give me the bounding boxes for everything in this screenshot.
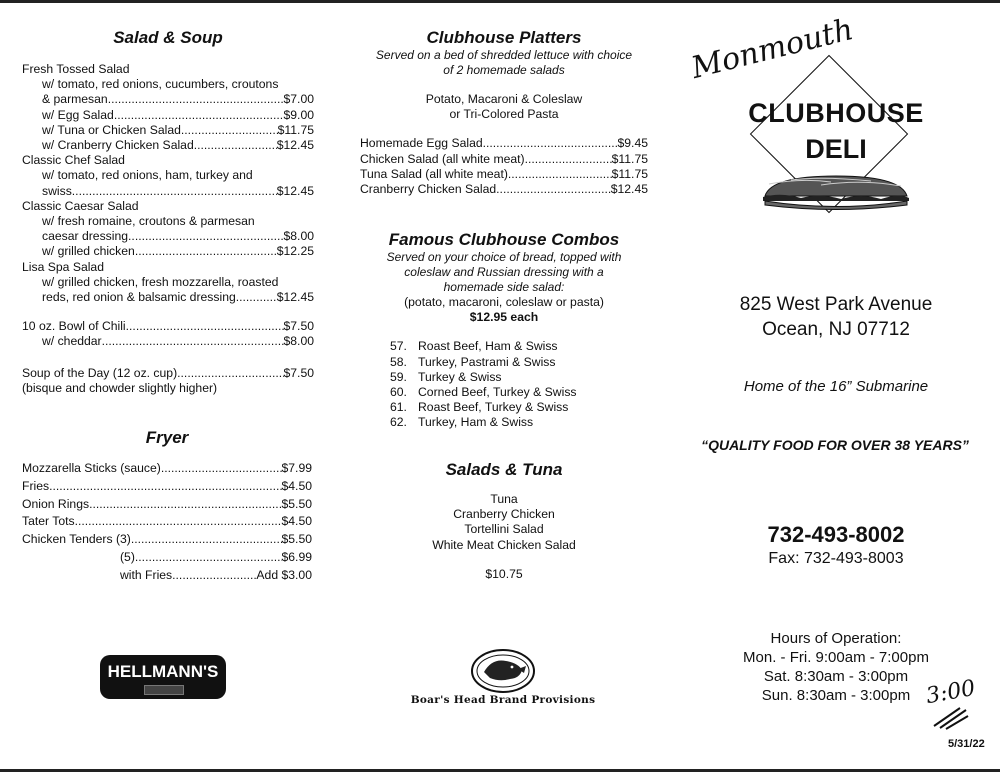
combo-item	[360, 355, 648, 370]
item-label: Chicken Salad (all white meat)	[360, 151, 525, 166]
platters-sides-2: or Tri-Colored Pasta	[449, 107, 559, 122]
item-label: w/ cheddar	[42, 334, 102, 349]
item-price: $9.45	[617, 136, 648, 151]
item-price: $5.50	[281, 532, 312, 547]
hours-saturday: Sat. 8:30am - 3:00pm	[763, 668, 909, 685]
boars-head-emblem	[470, 648, 536, 694]
item-price: $4.50	[281, 478, 312, 493]
phone-number: 732-493-8002	[767, 522, 905, 547]
salads-tuna-item: White Meat Chicken Salad	[432, 537, 576, 552]
menu-row	[22, 184, 314, 199]
combos-sides: (potato, macaroni, coleslaw or pasta)	[404, 295, 604, 309]
platters-sides-1: Potato, Macaroni & Coleslaw	[425, 92, 583, 106]
item-label: Cranberry Chicken Salad	[360, 182, 497, 197]
item-price: $7.00	[283, 92, 314, 107]
item-price: $6.99	[281, 549, 312, 564]
combo-name: Turkey & Swiss	[418, 369, 502, 384]
platters-title: Clubhouse Platters	[426, 28, 582, 47]
hours-sunday: Sun. 8:30am - 3:00pm	[761, 687, 911, 704]
item-label: with Fries	[120, 567, 173, 582]
salads-tuna-item: Tuna	[490, 492, 518, 506]
combo-item	[360, 385, 648, 400]
menu-row	[22, 478, 312, 496]
combo-number: 57.	[390, 339, 407, 354]
item-label: w/ grilled chicken	[42, 244, 135, 259]
menu-row	[22, 290, 314, 305]
menu-row	[360, 152, 648, 167]
item-label: Tuna Salad (all white meat)	[360, 166, 508, 181]
item-price: $5.50	[281, 496, 312, 511]
menu-row	[360, 167, 648, 182]
item-price: $4.50	[281, 514, 312, 529]
salads-tuna-item: Tortellini Salad	[464, 522, 544, 537]
menu-row	[22, 334, 314, 349]
item-label: w/ Egg Salad	[42, 107, 114, 122]
item-label: Tater Tots	[22, 514, 75, 529]
combos-title: Famous Clubhouse Combos	[388, 230, 620, 249]
item-price: Add $3.00	[256, 567, 312, 582]
handwritten-note: 3:00	[924, 675, 978, 710]
print-date: 5/31/22	[948, 738, 985, 750]
menu-row	[22, 366, 314, 381]
boars-head-text: Boar's Head Brand Provisions	[410, 694, 596, 706]
submarine-sandwich-icon	[761, 170, 911, 214]
logo-clubhouse: CLUBHOUSE	[748, 98, 924, 128]
soup-note: (bisque and chowder slightly higher)	[22, 380, 218, 395]
fresh-tossed-desc: w/ tomato, red onions, cucumbers, croutons	[42, 77, 279, 92]
item-label: Onion Rings	[22, 496, 90, 511]
item-label: Mozzarella Sticks (sauce)	[22, 461, 161, 475]
combo-name: Roast Beef, Turkey & Swiss	[418, 400, 569, 415]
salads-tuna-price: $10.75	[485, 566, 523, 581]
combo-item	[360, 339, 648, 354]
item-price: $8.00	[283, 229, 314, 244]
tagline: Home of the 16” Submarine	[743, 378, 929, 395]
item-price: $12.45	[276, 138, 314, 153]
menu-row	[22, 244, 314, 259]
combo-name: Turkey, Pastrami & Swiss	[418, 354, 556, 369]
salads-tuna-item: Cranberry Chicken	[453, 507, 555, 522]
combo-number: 58.	[390, 354, 407, 369]
fryer-section	[22, 428, 312, 585]
item-label: & parmesan	[42, 92, 108, 107]
item-price: $8.00	[283, 334, 314, 349]
page-border-top	[0, 0, 1000, 3]
hellmanns-logo	[100, 655, 226, 699]
salad-soup-section	[22, 28, 314, 396]
item-label: 10 oz. Bowl of Chili	[22, 319, 126, 334]
combo-name: Turkey, Ham & Swiss	[418, 415, 534, 430]
address-line-1: 825 West Park Avenue	[739, 294, 933, 315]
chef-salad-name: Classic Chef Salad	[22, 153, 125, 168]
combo-number: 62.	[390, 415, 407, 430]
platters-subtitle-1: Served on a bed of shredded lettuce with choice	[375, 48, 633, 62]
menu-row	[22, 531, 312, 549]
item-price: $12.45	[276, 183, 314, 198]
fryer-title: Fryer	[145, 428, 189, 447]
spa-salad-desc: w/ grilled chicken, fresh mozzarella, roasted	[42, 274, 279, 289]
platters-section	[360, 28, 648, 197]
logo-script: Monmouth	[688, 12, 857, 86]
menu-row	[22, 319, 314, 334]
hours-weekday: Mon. - Fri. 9:00am - 7:00pm	[743, 649, 929, 666]
item-price: $11.75	[277, 122, 314, 137]
menu-row	[22, 496, 312, 514]
item-label: Homemade Egg Salad	[360, 136, 483, 151]
combo-item	[360, 415, 648, 430]
item-label: reds, red onion & balsamic dressing	[42, 290, 236, 305]
fax-number: Fax: 732-493-8003	[768, 550, 904, 567]
info-section	[700, 292, 972, 395]
item-price: $7.99	[281, 461, 312, 475]
menu-row	[22, 567, 312, 585]
combo-name: Corned Beef, Turkey & Swiss	[418, 385, 577, 400]
salad-soup-title: Salad & Soup	[113, 28, 223, 47]
menu-row	[22, 549, 312, 567]
item-label: Soup of the Day (12 oz. cup)	[22, 365, 178, 380]
chef-salad-desc: w/ tomato, red onions, ham, turkey and	[42, 168, 253, 183]
spa-salad-name: Lisa Spa Salad	[22, 259, 104, 274]
menu-row	[360, 182, 648, 197]
contact-section	[700, 522, 972, 570]
combo-item	[360, 370, 648, 385]
item-label: swiss	[42, 183, 72, 198]
hours-title: Hours of Operation:	[770, 630, 902, 647]
menu-row	[22, 123, 314, 138]
item-price: $7.50	[283, 319, 314, 334]
item-price: $7.50	[283, 365, 314, 380]
item-price: $12.25	[276, 244, 314, 259]
item-label: w/ Tuna or Chicken Salad	[42, 122, 181, 137]
item-label: w/ Cranberry Chicken Salad	[42, 138, 194, 153]
menu-row	[22, 108, 314, 123]
platters-subtitle-2: of 2 homemade salads	[443, 63, 565, 77]
hours-section	[710, 629, 962, 705]
salads-tuna-section	[360, 460, 648, 582]
combo-item	[360, 400, 648, 415]
combo-name: Roast Beef, Ham & Swiss	[418, 339, 558, 354]
menu-row	[22, 229, 314, 244]
combos-subtitle-2: coleslaw and Russian dressing with a	[404, 265, 604, 279]
menu-row	[22, 92, 314, 107]
item-price: $12.45	[276, 290, 314, 305]
handwritten-strokes	[930, 704, 970, 730]
item-price: $9.00	[283, 107, 314, 122]
caesar-salad-desc: w/ fresh romaine, croutons & parmesan	[42, 214, 255, 229]
combos-subtitle-1: Served on your choice of bread, topped with	[386, 250, 622, 264]
menu-row	[22, 513, 312, 531]
menu-row	[22, 138, 314, 153]
item-label: Chicken Tenders (3)	[22, 532, 131, 547]
item-label: (5)	[120, 549, 135, 564]
menu-row	[360, 136, 648, 151]
combo-number: 59.	[390, 369, 407, 384]
caesar-salad-name: Classic Caesar Salad	[22, 198, 139, 213]
menu-row	[22, 460, 312, 478]
item-price: $12.45	[610, 182, 648, 197]
salads-tuna-title: Salads & Tuna	[445, 460, 563, 479]
combo-number: 60.	[390, 385, 407, 400]
item-price: $11.75	[611, 151, 648, 166]
item-label: Fries	[22, 478, 50, 493]
combos-price: $12.95 each	[469, 310, 539, 325]
item-label: caesar dressing	[42, 229, 129, 244]
combos-section	[360, 230, 648, 431]
item-price: $11.75	[611, 166, 648, 181]
hellmanns-ribbon	[144, 685, 184, 695]
address-line-2: Ocean, NJ 07712	[762, 319, 910, 340]
combos-subtitle-3: homemade side salad:	[443, 280, 565, 294]
fresh-tossed-name: Fresh Tossed Salad	[22, 62, 130, 76]
quality-slogan: “QUALITY FOOD FOR OVER 38 YEARS”	[701, 437, 969, 453]
combo-number: 61.	[390, 400, 407, 415]
logo-deli: DELI	[805, 134, 867, 164]
hellmanns-logo-text: HELLMANN'S	[107, 662, 219, 681]
